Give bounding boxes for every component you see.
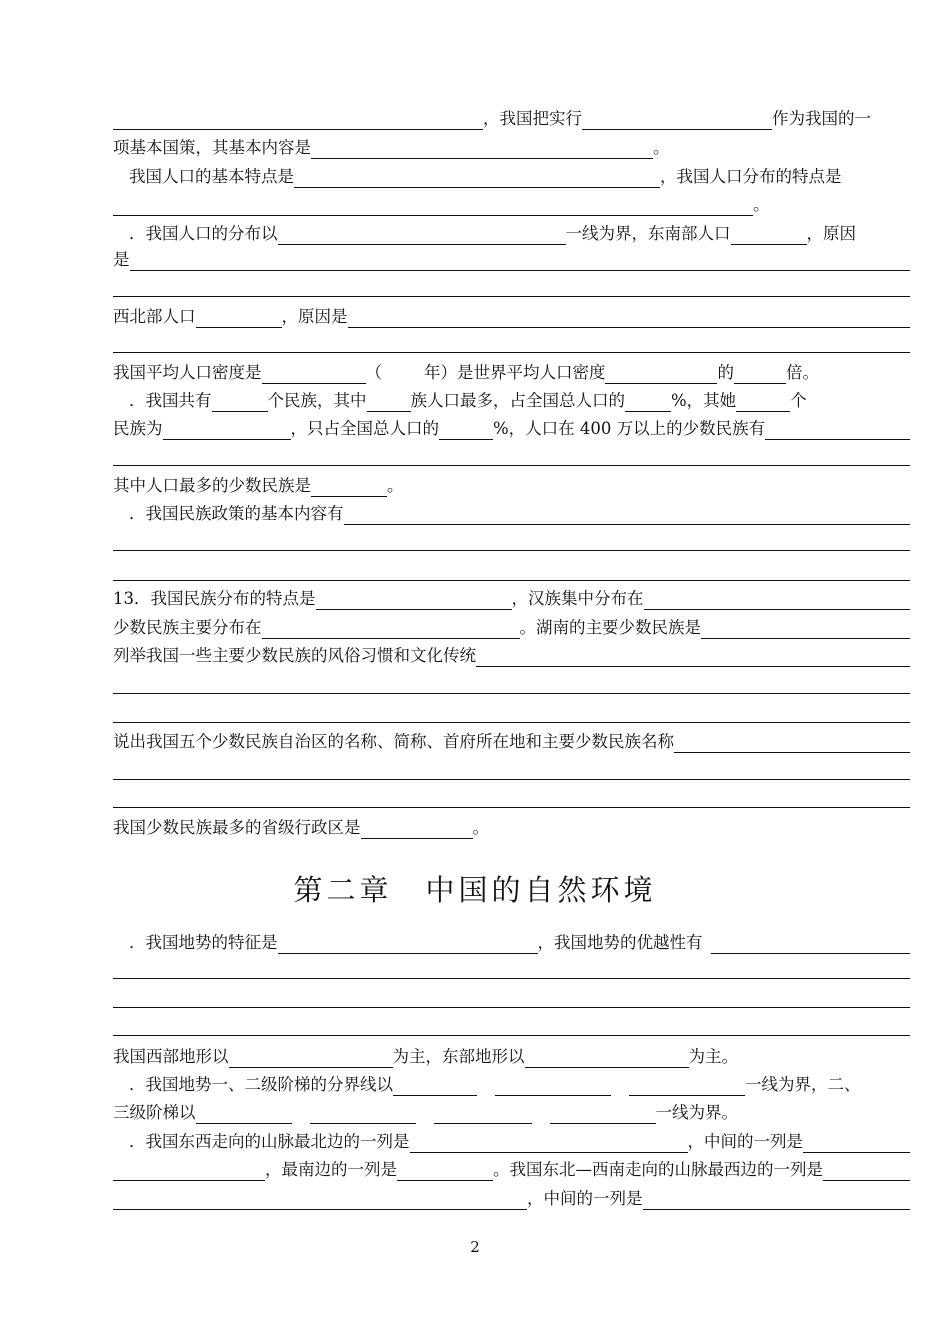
policy-line-1 (113, 104, 910, 133)
mountains-line-1 (113, 1127, 910, 1156)
answer-blank[interactable] (410, 1152, 688, 1153)
answer-blank[interactable] (310, 1123, 416, 1124)
question-text: 我国平均人口密度是 (113, 363, 262, 382)
question-text: 我国少数民族最多的省级行政区是 (113, 818, 361, 837)
features-line-1 (113, 162, 910, 191)
answer-blank[interactable] (113, 1209, 527, 1210)
q13-line-4 (113, 727, 910, 756)
answer-line[interactable] (113, 779, 910, 780)
answer-blank[interactable] (316, 609, 512, 610)
mountains-line-2 (113, 1155, 910, 1184)
question-text: 倍。 (785, 363, 819, 382)
density-line (113, 358, 910, 387)
question-text: 一线为界，东南部人口 (565, 224, 731, 243)
question-text: 说出我国五个少数民族自治区的名称、简称、首府所在地和主要少数民族名称 (113, 732, 674, 751)
question-text: ，原因是 (281, 307, 348, 326)
question-text: %，人口在 400 万以上的少数民族有 (493, 419, 766, 438)
distribution-line-3 (113, 302, 910, 331)
question-text: 。 (387, 476, 404, 495)
answer-blank[interactable] (629, 1095, 745, 1096)
page-number: 2 (470, 1238, 480, 1256)
answer-blank[interactable] (348, 327, 911, 328)
answer-blank[interactable] (367, 411, 411, 412)
q13-line-1 (113, 584, 910, 613)
question-text: 西北部人口 (113, 307, 196, 326)
q13-line-2 (113, 613, 910, 642)
question-text: ，我国人口分布的特点是 (660, 167, 842, 186)
question-text: ，只占全国总人口的 (290, 419, 439, 438)
answer-blank[interactable] (212, 411, 268, 412)
question-text: ，原因 (806, 224, 856, 243)
question-text: ．我国共有 (129, 391, 212, 410)
answer-blank[interactable] (625, 411, 671, 412)
question-text: ，我国地势的优越性有 (537, 933, 703, 952)
question-text: ，最南边的一列是 (265, 1160, 397, 1179)
answer-blank[interactable] (393, 1095, 477, 1096)
answer-blank[interactable] (734, 383, 786, 384)
question-text: 个民族，其中 (267, 391, 367, 410)
answer-line[interactable] (113, 352, 910, 353)
ethnic-line-3 (113, 471, 910, 500)
answer-blank[interactable] (262, 383, 366, 384)
answer-line[interactable] (113, 807, 910, 808)
answer-blank[interactable] (113, 1180, 265, 1181)
chapter-title: 第二章 中国的自然环境 (293, 873, 657, 907)
distribution-line-2 (113, 245, 910, 274)
answer-line[interactable] (113, 1007, 910, 1008)
question-text: ．我国民族政策的基本内容有 (129, 504, 344, 523)
question-text: ，中间的一列是 (527, 1189, 643, 1208)
question-text: 我国人口的基本特点是 (129, 167, 294, 186)
ethnic-line-2 (113, 414, 910, 443)
question-text: 一线为界，二、 (745, 1075, 861, 1094)
answer-line[interactable] (113, 465, 910, 466)
question-text: 为主。 (688, 1047, 738, 1066)
answer-blank[interactable] (113, 215, 753, 216)
answer-blank[interactable] (163, 439, 291, 440)
question-text: ．我国地势一、二级阶梯的分界线以 (129, 1075, 393, 1094)
answer-blank[interactable] (550, 1123, 656, 1124)
question-text: 。湖南的主要少数民族是 (519, 618, 701, 637)
answer-blank[interactable] (439, 439, 493, 440)
answer-line[interactable] (113, 296, 910, 297)
question-text: ，汉族集中分布在 (511, 589, 644, 608)
answer-blank[interactable] (397, 1180, 493, 1181)
question-text: 项基本国策，其基本内容是 (113, 138, 311, 157)
question-text: 其中人口最多的少数民族是 (113, 476, 311, 495)
answer-blank[interactable] (582, 129, 772, 130)
question-text: 民族为 (113, 419, 163, 438)
question-text: ．我国东西走向的山脉最北边的一列是 (129, 1132, 410, 1151)
question-text: 为主，东部地形以 (392, 1047, 525, 1066)
question-text: 族人口最多，占全国总人口的 (410, 391, 625, 410)
steps-line-1 (113, 1070, 910, 1099)
question-text: 少数民族主要分布在 (113, 618, 262, 637)
answer-line[interactable] (113, 978, 910, 979)
question-text: 。 (753, 195, 770, 214)
answer-blank[interactable] (643, 1209, 911, 1210)
answer-blank[interactable] (495, 1095, 611, 1096)
question-text: %，其她 (671, 391, 737, 410)
answer-line[interactable] (113, 580, 910, 581)
question-text: 我国西部地形以 (113, 1047, 229, 1066)
answer-blank[interactable] (196, 1123, 292, 1124)
q13-line-5 (113, 813, 910, 842)
answer-blank[interactable] (711, 953, 911, 954)
steps-line-2 (113, 1098, 910, 1127)
answer-blank[interactable] (196, 327, 282, 328)
question-text: 13．我国民族分布的特点是 (113, 589, 316, 608)
answer-blank[interactable] (434, 1123, 532, 1124)
answer-blank[interactable] (311, 496, 387, 497)
answer-blank[interactable] (765, 439, 910, 440)
terrain-line-1 (113, 928, 910, 957)
question-text: 。 (653, 138, 670, 157)
answer-blank[interactable] (605, 383, 717, 384)
distribution-line-1 (113, 219, 910, 248)
question-text: 。我国东北—西南走向的山脉最西边的一列是 (493, 1160, 823, 1179)
answer-line[interactable] (113, 1035, 910, 1036)
answer-blank[interactable] (344, 524, 911, 525)
answer-blank[interactable] (525, 1067, 689, 1068)
question-text: （ 年）是世界平均人口密度 (365, 363, 606, 382)
question-text: ，我国把实行 (483, 109, 582, 128)
question-text: 列举我国一些主要少数民族的风俗习惯和文化传统 (113, 646, 476, 665)
question-text: ．我国人口的分布以 (129, 224, 278, 243)
answer-blank[interactable] (823, 1180, 910, 1181)
question-text: 的 (717, 363, 734, 382)
policy-line-2 (113, 133, 910, 162)
answer-blank[interactable] (229, 1067, 393, 1068)
answer-blank[interactable] (701, 638, 910, 639)
answer-blank[interactable] (262, 638, 520, 639)
features-line-2 (113, 190, 910, 219)
ethnic-line-1 (113, 386, 910, 415)
terrain-line-2 (113, 1042, 910, 1071)
answer-line[interactable] (113, 693, 910, 694)
answer-blank[interactable] (674, 752, 910, 753)
answer-blank[interactable] (294, 187, 660, 188)
answer-blank[interactable] (311, 158, 653, 159)
question-text: 作为我国的一 (772, 109, 871, 128)
question-text: 个 (790, 391, 807, 410)
answer-blank[interactable] (361, 838, 473, 839)
question-text: 一线为界。 (655, 1103, 738, 1122)
ethnic-policy-line (113, 499, 910, 528)
question-text: 。 (472, 818, 489, 837)
answer-blank[interactable] (644, 609, 911, 610)
answer-blank[interactable] (476, 666, 910, 667)
answer-blank[interactable] (736, 411, 790, 412)
answer-line[interactable] (113, 550, 910, 551)
answer-blank[interactable] (113, 129, 483, 130)
answer-line[interactable] (113, 722, 910, 723)
question-text: ，中间的一列是 (687, 1132, 803, 1151)
mountains-line-3 (113, 1184, 910, 1213)
q13-line-3 (113, 641, 910, 670)
question-text: ．我国地势的特征是 (129, 933, 278, 952)
question-text: 三级阶梯以 (113, 1103, 196, 1122)
answer-blank[interactable] (130, 270, 911, 271)
answer-blank[interactable] (803, 1152, 910, 1153)
answer-blank[interactable] (278, 953, 538, 954)
question-text: 是 (113, 250, 130, 269)
